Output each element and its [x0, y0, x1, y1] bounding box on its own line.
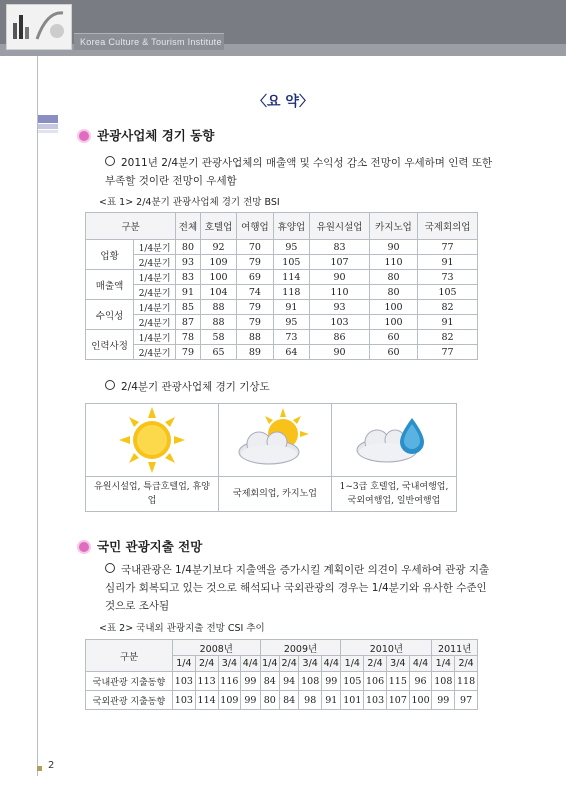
bsi-table — [85, 212, 478, 360]
table-cell: 96 — [409, 672, 432, 691]
csi-table — [85, 639, 478, 710]
forecast-table — [85, 403, 457, 512]
page-marker — [37, 766, 42, 771]
quarter-label: 2/4분기 — [134, 285, 176, 300]
table-cell: 93 — [176, 255, 201, 270]
forecast-label-text: 2/4분기 관광사업체 경기 기상도 — [121, 381, 270, 393]
table-cell: 105 — [273, 255, 309, 270]
table-cell: 103 — [310, 315, 370, 330]
column-header: 유원시설업 — [310, 213, 370, 240]
table-cell: 78 — [176, 330, 201, 345]
table-cell: 86 — [310, 330, 370, 345]
forecast-label — [105, 378, 500, 396]
quarter-label: 1/4분기 — [134, 330, 176, 345]
table-cell: 93 — [310, 300, 370, 315]
table-cell: 83 — [310, 240, 370, 255]
table-cell: 83 — [176, 270, 201, 285]
sun-cloud-icon — [219, 404, 331, 476]
table-cell: 80 — [369, 270, 417, 285]
table-row — [86, 672, 478, 691]
table-cell: 90 — [310, 270, 370, 285]
table-cell: 95 — [273, 240, 309, 255]
table-row — [86, 240, 478, 255]
table-cell: 80 — [369, 285, 417, 300]
margin-marker — [38, 124, 58, 129]
table-cell: 118 — [455, 672, 478, 691]
table-cell: 90 — [369, 240, 417, 255]
year-header: 2008년 — [173, 640, 261, 656]
table-caption: <표 1> 2/4분기 관광사업체 경기 전망 BSI — [99, 197, 280, 208]
table-cell: 89 — [237, 345, 273, 360]
table-cell: 109 — [200, 255, 236, 270]
quarter-label: 1/4분기 — [134, 300, 176, 315]
table-cell: 90 — [310, 345, 370, 360]
quarter-header: 3/4 — [218, 656, 241, 672]
table-cell: 82 — [418, 330, 478, 345]
table-cell: 106 — [364, 672, 387, 691]
table-cell: 104 — [200, 285, 236, 300]
quarter-header: 2/4 — [455, 656, 478, 672]
quarter-label: 2/4분기 — [134, 345, 176, 360]
circle-bullet-icon — [105, 156, 115, 166]
quarter-label: 2/4분기 — [134, 315, 176, 330]
table-cell: 74 — [237, 285, 273, 300]
sun-icon — [86, 404, 218, 476]
table-cell: 82 — [418, 300, 478, 315]
quarter-label: 1/4분기 — [134, 270, 176, 285]
table-cell: 110 — [310, 285, 370, 300]
table-cell: 91 — [176, 285, 201, 300]
table-cell: 107 — [310, 255, 370, 270]
table-cell: 64 — [273, 345, 309, 360]
quarter-header: 4/4 — [322, 656, 341, 672]
column-header: 여행업 — [237, 213, 273, 240]
table-row — [86, 315, 478, 330]
row-group-label: 매출액 — [86, 270, 134, 300]
table-caption: <표 2> 국내외 관광지출 전망 CSI 추이 — [99, 623, 265, 634]
page-title: 〈요 약〉 — [253, 94, 313, 110]
forecast-cell — [219, 404, 332, 511]
section-heading-text: 관광사업체 경기 동향 — [97, 128, 215, 143]
table-cell: 79 — [237, 255, 273, 270]
row-label: 국외관광 지출동향 — [86, 691, 173, 710]
quarter-header: 2/4 — [279, 656, 298, 672]
table-cell: 103 — [364, 691, 387, 710]
table-cell: 88 — [237, 330, 273, 345]
flower-bullet-icon — [79, 131, 89, 141]
table-cell: 100 — [200, 270, 236, 285]
margin-marker — [38, 130, 58, 133]
table-cell: 79 — [237, 315, 273, 330]
table-cell: 73 — [418, 270, 478, 285]
table-cell: 91 — [273, 300, 309, 315]
column-header: 호텔업 — [200, 213, 236, 240]
circle-bullet-icon — [105, 563, 115, 573]
column-header: 국제회의업 — [418, 213, 478, 240]
table-cell: 99 — [241, 672, 260, 691]
table-cell: 97 — [455, 691, 478, 710]
table-cell: 103 — [173, 691, 196, 710]
table-cell: 92 — [200, 240, 236, 255]
section-heading — [79, 537, 202, 555]
quarter-header: 3/4 — [299, 656, 322, 672]
paragraph — [105, 561, 500, 615]
table-cell: 105 — [341, 672, 364, 691]
table-cell: 108 — [299, 672, 322, 691]
table-cell: 118 — [273, 285, 309, 300]
flower-bullet-icon — [79, 542, 89, 552]
cloud-rain-icon — [332, 404, 456, 476]
page-number: 2 — [48, 760, 55, 771]
table-cell: 109 — [218, 691, 241, 710]
institute-name: Korea Culture & Tourism Institute — [80, 37, 222, 47]
table-cell: 114 — [195, 691, 218, 710]
table-cell: 99 — [432, 691, 455, 710]
table-cell: 65 — [200, 345, 236, 360]
table-cell: 77 — [418, 345, 478, 360]
table-cell: 101 — [341, 691, 364, 710]
row-label: 국내관광 지출동향 — [86, 672, 173, 691]
quarter-header: 1/4 — [432, 656, 455, 672]
table-row — [86, 285, 478, 300]
quarter-header: 4/4 — [241, 656, 260, 672]
forecast-cell — [332, 404, 456, 511]
forecast-text: 유원시설업, 특급호텔업, 휴양업 — [86, 476, 218, 511]
table-cell: 100 — [369, 300, 417, 315]
quarter-header: 2/4 — [195, 656, 218, 672]
table-cell: 69 — [237, 270, 273, 285]
table-cell: 87 — [176, 315, 201, 330]
forecast-text: 1~3급 호텔업, 국내여행업, 국외여행업, 일반여행업 — [332, 476, 456, 511]
table-cell: 60 — [369, 345, 417, 360]
margin-line — [37, 56, 38, 776]
table-cell: 105 — [418, 285, 478, 300]
table-cell: 99 — [241, 691, 260, 710]
table-cell: 84 — [260, 672, 279, 691]
table-cell: 103 — [173, 672, 196, 691]
table-cell: 88 — [200, 315, 236, 330]
row-group-label: 업황 — [86, 240, 134, 270]
table-cell: 73 — [273, 330, 309, 345]
table-cell: 107 — [386, 691, 409, 710]
year-header: 2009년 — [260, 640, 341, 656]
column-header: 휴양업 — [273, 213, 309, 240]
table-cell: 100 — [369, 315, 417, 330]
quarter-label: 1/4분기 — [134, 240, 176, 255]
forecast-text: 국제회의업, 카지노업 — [219, 476, 331, 511]
table-cell: 80 — [260, 691, 279, 710]
table-cell: 91 — [418, 315, 478, 330]
table-cell: 80 — [176, 240, 201, 255]
table-cell: 91 — [418, 255, 478, 270]
section-heading-text: 국민 관광지출 전망 — [97, 539, 203, 554]
year-header: 2011년 — [432, 640, 478, 656]
quarter-header: 1/4 — [260, 656, 279, 672]
table-row — [86, 270, 478, 285]
quarter-header: 3/4 — [386, 656, 409, 672]
table-cell: 84 — [279, 691, 298, 710]
section-heading — [79, 126, 214, 144]
table-cell: 116 — [218, 672, 241, 691]
table-cell: 115 — [386, 672, 409, 691]
table-cell: 114 — [273, 270, 309, 285]
table-cell: 91 — [322, 691, 341, 710]
table-cell: 95 — [273, 315, 309, 330]
row-group-label: 수익성 — [86, 300, 134, 330]
paragraph-text: 2011년 2/4분기 관광사업체의 매출액 및 수익성 감소 전망이 우세하며 인력 또한 부족할 것이란 전망이 우세함 — [105, 157, 493, 187]
table-row — [86, 300, 478, 315]
column-header: 전체 — [176, 213, 201, 240]
table-cell: 94 — [279, 672, 298, 691]
circle-bullet-icon — [105, 380, 115, 390]
table-cell: 88 — [200, 300, 236, 315]
table-cell: 85 — [176, 300, 201, 315]
quarter-header: 1/4 — [341, 656, 364, 672]
logo-icon — [6, 4, 72, 50]
table-row — [86, 330, 478, 345]
column-header: 카지노업 — [369, 213, 417, 240]
quarter-header: 2/4 — [364, 656, 387, 672]
quarter-header: 4/4 — [409, 656, 432, 672]
table-cell: 113 — [195, 672, 218, 691]
table-cell: 79 — [176, 345, 201, 360]
column-header: 구분 — [86, 213, 176, 240]
column-header: 구분 — [86, 640, 173, 672]
year-header: 2010년 — [341, 640, 432, 656]
table-cell: 79 — [237, 300, 273, 315]
paragraph — [105, 154, 500, 190]
table-cell: 58 — [200, 330, 236, 345]
table-cell: 77 — [418, 240, 478, 255]
table-cell: 70 — [237, 240, 273, 255]
table-cell: 110 — [369, 255, 417, 270]
table-cell: 108 — [432, 672, 455, 691]
table-cell: 60 — [369, 330, 417, 345]
quarter-header: 1/4 — [173, 656, 196, 672]
table-row — [86, 345, 478, 360]
row-group-label: 인력사정 — [86, 330, 134, 360]
table-row — [86, 255, 478, 270]
table-cell: 100 — [409, 691, 432, 710]
forecast-cell — [86, 404, 219, 511]
table-cell: 99 — [322, 672, 341, 691]
table-row — [86, 691, 478, 710]
quarter-label: 2/4분기 — [134, 255, 176, 270]
paragraph-text: 국내관광은 1/4분기보다 지출액을 증가시킬 계획이란 의견이 우세하여 관광 지출 심리가 회복되고 있는 것으로 해석되나 국외관광의 경우는 1/4분기와 유사한 수준인 것으로 조사됨 — [105, 564, 490, 612]
margin-marker — [38, 115, 58, 123]
table-cell: 98 — [299, 691, 322, 710]
